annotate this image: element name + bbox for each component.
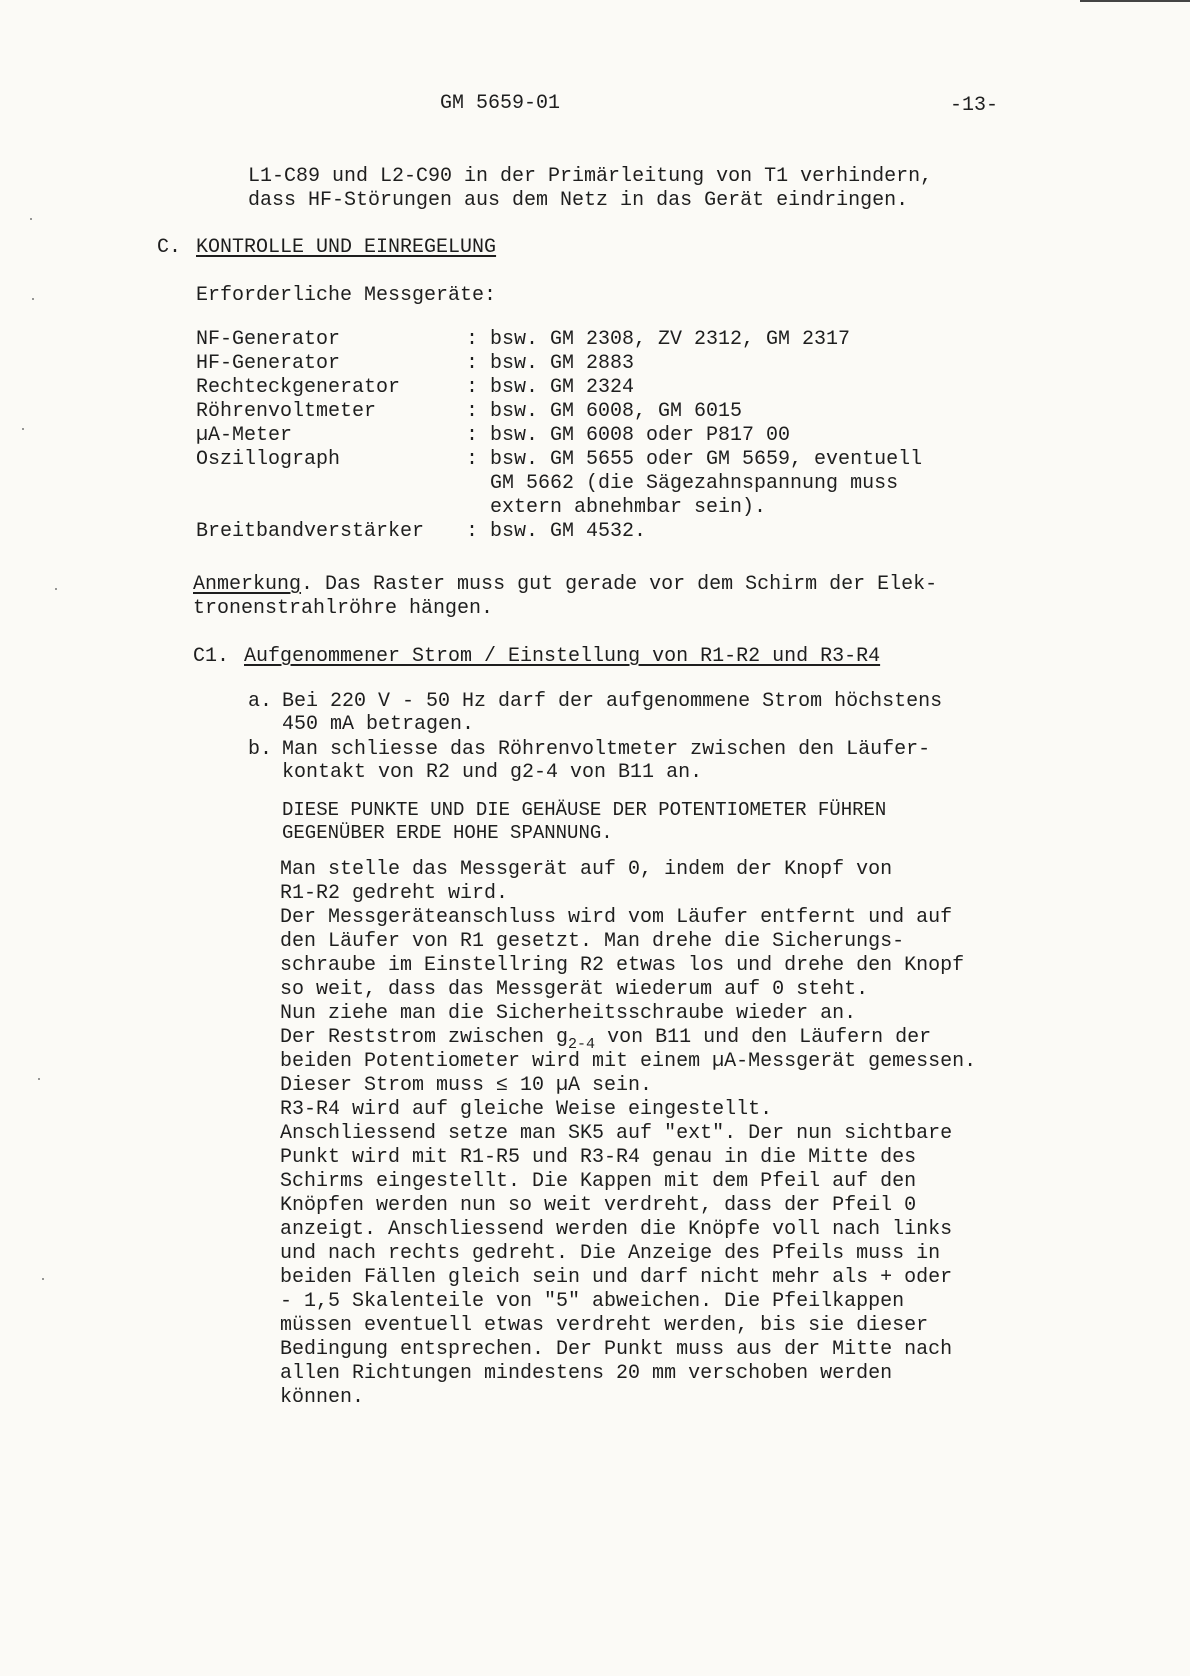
intro-line: dass HF-Störungen aus dem Netz in das Gerät eindringen. bbox=[248, 189, 909, 212]
instrument-name: NF-Generator bbox=[196, 328, 341, 351]
scan-speck bbox=[42, 1278, 44, 1280]
intro-line: L1-C89 und L2-C90 in der Primärleitung von T1 verhindern, bbox=[248, 165, 933, 188]
note-line: tronenstrahlröhre hängen. bbox=[193, 597, 494, 620]
body-line: anzeigt. Anschliessend werden die Knöpfe voll nach links bbox=[280, 1218, 953, 1241]
body-line: - 1,5 Skalenteile von "5" abweichen. Die Pfeilkappen bbox=[280, 1290, 905, 1313]
instrument-models: : bsw. GM 6008, GM 6015 bbox=[466, 400, 743, 423]
body-line: den Läufer von R1 gesetzt. Man drehe die Sicherungs- bbox=[280, 930, 905, 953]
item-b-line: kontakt von R2 und g2-4 von B11 an. bbox=[282, 761, 703, 784]
instrument-models: : bsw. GM 2324 bbox=[466, 376, 635, 399]
body-line: schraube im Einstellring R2 etwas los und drehe den Knopf bbox=[280, 954, 965, 977]
instrument-name: Breitbandverstärker bbox=[196, 520, 425, 543]
body-line: Knöpfen werden nun so weit verdreht, dass der Pfeil 0 bbox=[280, 1194, 917, 1217]
body-line: beiden Fällen gleich sein und darf nicht mehr als + oder bbox=[280, 1266, 953, 1289]
instrument-name: Oszillograph bbox=[196, 448, 341, 471]
body-line: und nach rechts gedreht. Die Anzeige des Pfeils muss in bbox=[280, 1242, 941, 1265]
scan-speck bbox=[38, 1078, 40, 1080]
body-line: Anschliessend setze man SK5 auf "ext". Der nun sichtbare bbox=[280, 1122, 953, 1145]
subscript: 2-4 bbox=[568, 1036, 596, 1053]
instrument-models: extern abnehmbar sein). bbox=[466, 496, 767, 519]
scan-speck bbox=[55, 588, 57, 590]
doc-id: GM 5659-01 bbox=[440, 92, 561, 115]
item-a-line: Bei 220 V - 50 Hz darf der aufgenommene Strom höchstens bbox=[282, 690, 943, 713]
instrument-models: : bsw. GM 6008 oder P817 00 bbox=[466, 424, 791, 447]
instrument-models: GM 5662 (die Sägezahnspannung muss bbox=[466, 472, 899, 495]
body-line: Nun ziehe man die Sicherheitsschraube wieder an. bbox=[280, 1002, 857, 1025]
body-line: beiden Potentiometer wird mit einem µA-Messgerät gemessen. bbox=[280, 1050, 977, 1073]
item-a-line: 450 mA betragen. bbox=[282, 713, 475, 736]
warning-line: GEGENÜBER ERDE HOHE SPANNUNG. bbox=[282, 822, 613, 844]
item-b-line: Man schliesse das Röhrenvoltmeter zwischen den Läufer- bbox=[282, 738, 931, 761]
page-number: -13- bbox=[950, 94, 999, 117]
body-line: R3-R4 wird auf gleiche Weise eingestellt. bbox=[280, 1098, 773, 1121]
instrument-name: HF-Generator bbox=[196, 352, 341, 375]
instruments-heading: Erforderliche Messgeräte: bbox=[196, 284, 497, 307]
body-line: Der Messgeräteanschluss wird vom Läufer entfernt und auf bbox=[280, 906, 953, 929]
scan-speck bbox=[30, 218, 32, 220]
instrument-models: : bsw. GM 5655 oder GM 5659, eventuell bbox=[466, 448, 923, 471]
body-line: allen Richtungen mindestens 20 mm verschoben werden bbox=[280, 1362, 893, 1385]
note-text: . Das Raster muss gut gerade vor dem Schirm der Elek- bbox=[301, 573, 938, 596]
body-line-reststrom bbox=[280, 1026, 931, 1051]
reststrom-text-end: von B11 und den Läufern der bbox=[595, 1026, 932, 1049]
note-line bbox=[193, 573, 937, 597]
scan-speck bbox=[22, 428, 24, 430]
page-edge-mark bbox=[1080, 0, 1190, 2]
body-line: müssen eventuell etwas verdreht werden, bis sie dieser bbox=[280, 1314, 929, 1337]
instrument-name: µA-Meter bbox=[196, 424, 293, 447]
item-b-marker: b. bbox=[248, 738, 273, 761]
reststrom-text: Der Reststrom zwischen g bbox=[280, 1026, 569, 1049]
body-line: Schirms eingestellt. Die Kappen mit dem Pfeil auf den bbox=[280, 1170, 917, 1193]
note-label: Anmerkung bbox=[193, 573, 302, 596]
section-c1-label: C1. bbox=[193, 645, 230, 668]
body-line: R1-R2 gedreht wird. bbox=[280, 882, 509, 905]
body-line: so weit, dass das Messgerät wiederum auf 0 steht. bbox=[280, 978, 869, 1001]
body-line: Dieser Strom muss ≤ 10 µA sein. bbox=[280, 1074, 653, 1097]
body-line: Man stelle das Messgerät auf 0, indem der Knopf von bbox=[280, 858, 893, 881]
item-a-marker: a. bbox=[248, 690, 273, 713]
body-line: Punkt wird mit R1-R5 und R3-R4 genau in die Mitte des bbox=[280, 1146, 917, 1169]
body-line: können. bbox=[280, 1386, 365, 1409]
scan-speck bbox=[32, 298, 34, 300]
instrument-name: Röhrenvoltmeter bbox=[196, 400, 377, 423]
section-c1-title: Aufgenommener Strom / Einstellung von R1-R2 und R3-R4 bbox=[244, 645, 881, 668]
instrument-models: : bsw. GM 2883 bbox=[466, 352, 635, 375]
instrument-models: : bsw. GM 4532. bbox=[466, 520, 647, 543]
body-line: Bedingung entsprechen. Der Punkt muss aus der Mitte nach bbox=[280, 1338, 953, 1361]
section-c-label: C. bbox=[157, 236, 182, 259]
section-c-title: KONTROLLE UND EINREGELUNG bbox=[196, 236, 497, 259]
instrument-models: : bsw. GM 2308, ZV 2312, GM 2317 bbox=[466, 328, 851, 351]
warning-line: DIESE PUNKTE UND DIE GEHÄUSE DER POTENTIOMETER FÜHREN bbox=[282, 799, 887, 821]
instrument-name: Rechteckgenerator bbox=[196, 376, 401, 399]
